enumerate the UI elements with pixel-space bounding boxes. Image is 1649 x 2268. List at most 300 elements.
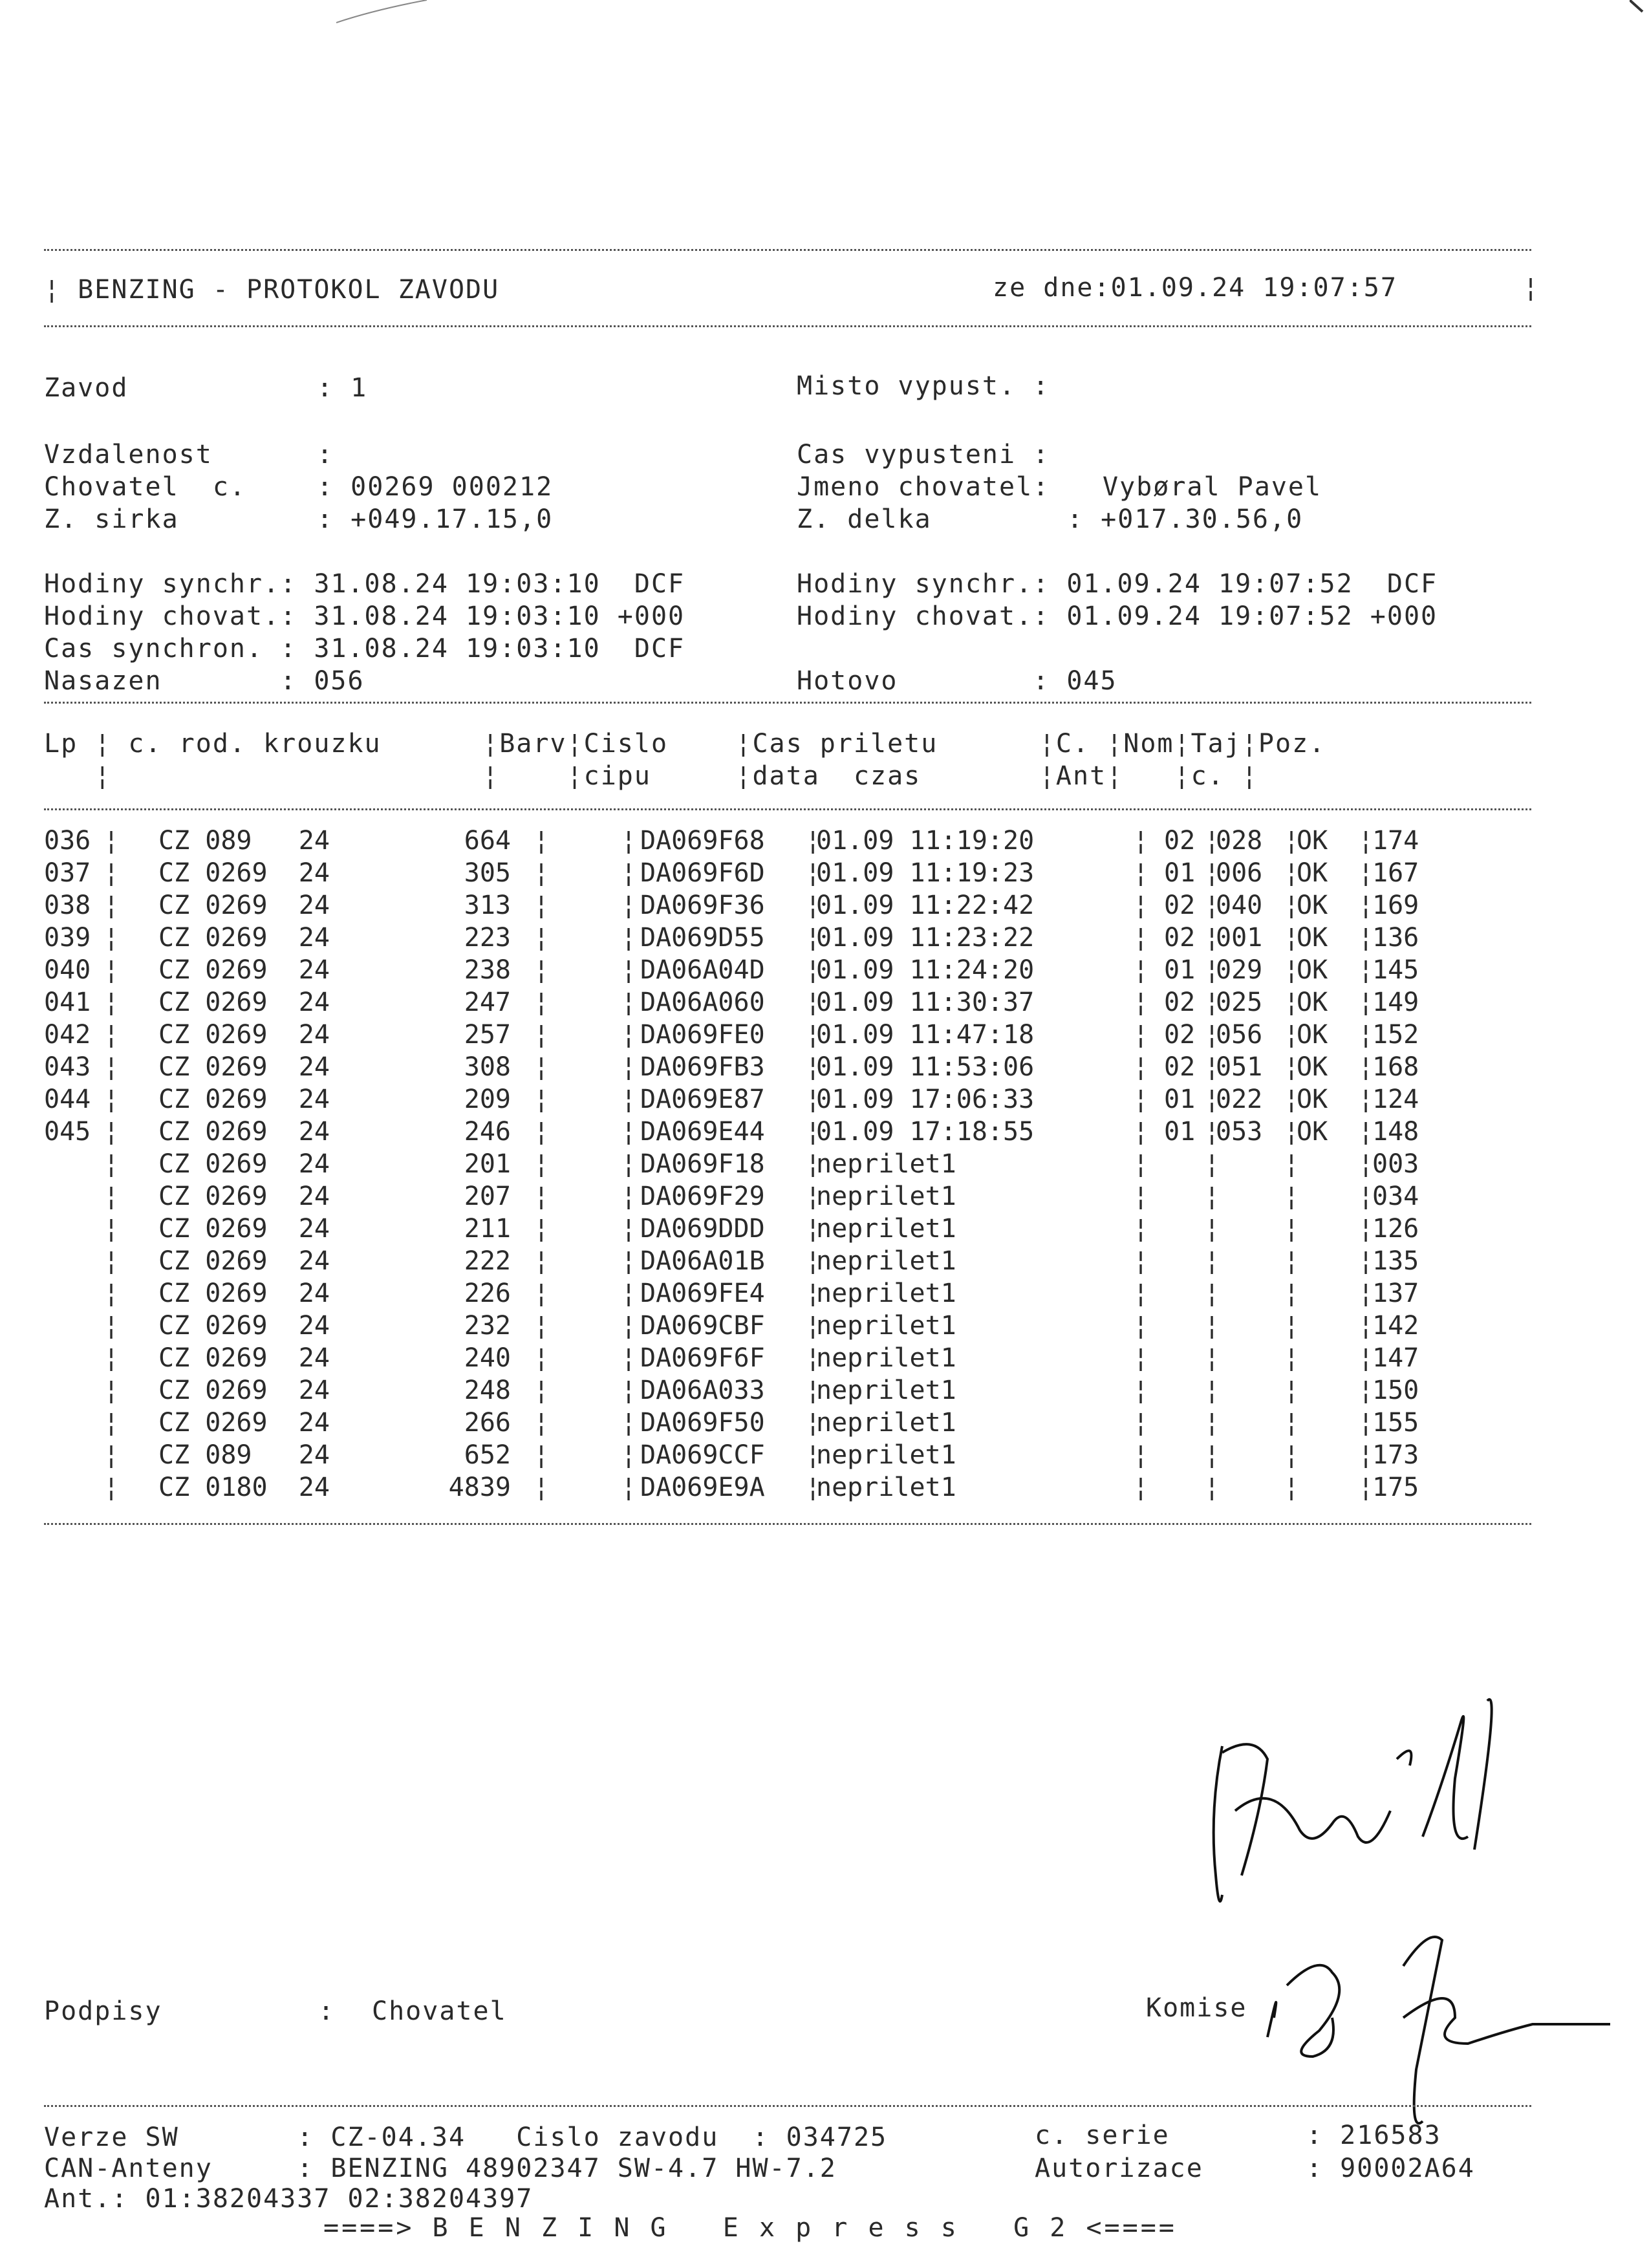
- cell-ring: CZ 0269 24: [158, 1117, 330, 1147]
- signatures-label: Podpisy: [44, 1996, 162, 2026]
- column-divider: ¦: [1204, 1052, 1220, 1082]
- cell-poz: 137: [1372, 1279, 1419, 1308]
- column-divider: ¦: [1358, 826, 1374, 856]
- cell-num: 266: [464, 1408, 511, 1438]
- cell-chip: DA06A01B: [640, 1246, 765, 1276]
- column-divider: ¦: [1358, 923, 1374, 953]
- cell-time: neprilet1: [816, 1279, 956, 1308]
- info-label: Cas vypusteni :: [797, 440, 1050, 470]
- column-divider: ¦: [103, 1117, 120, 1147]
- cell-num: 4839: [448, 1473, 511, 1502]
- cell-lp: 045: [44, 1117, 91, 1147]
- cell-nom: 028: [1216, 826, 1263, 856]
- cell-poz: 145: [1372, 955, 1419, 985]
- column-divider: ¦: [1204, 891, 1220, 920]
- cell-nom: 025: [1216, 988, 1263, 1017]
- column-divider: ¦: [1358, 1246, 1374, 1276]
- column-divider: ¦: [534, 858, 550, 888]
- column-divider: ¦: [1133, 1279, 1149, 1308]
- cell-lp: 036: [44, 826, 91, 856]
- cell-time: neprilet1: [816, 1473, 956, 1502]
- separator: [44, 702, 1531, 704]
- cell-time: 01.09 17:18:55: [816, 1117, 1035, 1147]
- cell-time: neprilet1: [816, 1440, 956, 1470]
- table-row: [0, 1216, 1649, 1248]
- column-divider: ¦: [1204, 1376, 1220, 1405]
- cell-nom: 001: [1216, 923, 1263, 953]
- cell-ant: 02: [1164, 891, 1196, 920]
- column-divider: ¦: [1204, 1085, 1220, 1114]
- footer-line2-right: : 90002A64: [1306, 2154, 1475, 2183]
- cell-taj: OK: [1297, 891, 1328, 920]
- cell-chip: DA069DDD: [640, 1214, 765, 1244]
- column-divider: ¦: [1284, 1052, 1300, 1082]
- column-divider: ¦: [1284, 923, 1300, 953]
- cell-chip: DA069E44: [640, 1117, 765, 1147]
- column-divider: ¦: [103, 826, 120, 856]
- column-divider: ¦: [621, 1343, 637, 1373]
- column-divider: ¦: [805, 1311, 821, 1341]
- column-divider: ¦: [1133, 1246, 1149, 1276]
- column-divider: ¦: [621, 891, 637, 920]
- column-divider: ¦: [805, 1473, 821, 1502]
- cell-ant: 02: [1164, 988, 1196, 1017]
- cell-nom: 053: [1216, 1117, 1263, 1147]
- scan-mark: [336, 0, 466, 26]
- separator: [44, 249, 1531, 251]
- column-divider: ¦: [534, 1085, 550, 1114]
- cell-poz: 149: [1372, 988, 1419, 1017]
- cell-num: 240: [464, 1343, 511, 1373]
- cell-nom: 040: [1216, 891, 1263, 920]
- info-value: :: [317, 440, 334, 470]
- cell-ant: 02: [1164, 923, 1196, 953]
- cell-num: 201: [464, 1149, 511, 1179]
- cell-num: 248: [464, 1376, 511, 1405]
- column-divider: ¦: [534, 891, 550, 920]
- separator: [44, 808, 1531, 810]
- cell-ring: CZ 0269 24: [158, 891, 330, 920]
- column-divider: ¦: [1358, 1149, 1374, 1179]
- sync-line: Hodiny synchr.: 01.09.24 19:07:52 DCF: [797, 569, 1438, 599]
- cell-chip: DA069CBF: [640, 1311, 765, 1341]
- column-divider: ¦: [534, 1311, 550, 1341]
- column-divider: ¦: [1133, 858, 1149, 888]
- footer-line1-left: Verze SW : CZ-04.34 Cislo zavodu : 034725: [44, 2122, 888, 2152]
- table-row: [0, 828, 1649, 860]
- cell-poz: 174: [1372, 826, 1419, 856]
- footer-banner: ====> B E N Z I N G E x p r e s s G 2 <====: [323, 2213, 1177, 2243]
- column-divider: ¦: [1133, 1117, 1149, 1147]
- column-divider: ¦: [1284, 1182, 1300, 1211]
- table-row: [0, 957, 1649, 989]
- column-divider: ¦: [1204, 1279, 1220, 1308]
- column-divider: ¦: [805, 955, 821, 985]
- column-divider: ¦: [534, 1376, 550, 1405]
- cell-nom: 022: [1216, 1085, 1263, 1114]
- cell-poz: 142: [1372, 1311, 1419, 1341]
- column-divider: ¦: [534, 1020, 550, 1050]
- column-divider: ¦: [103, 1473, 120, 1502]
- column-divider: ¦: [805, 988, 821, 1017]
- column-divider: ¦: [103, 1085, 120, 1114]
- cell-chip: DA069CCF: [640, 1440, 765, 1470]
- column-divider: ¦: [103, 1020, 120, 1050]
- cell-ant: 02: [1164, 826, 1196, 856]
- column-divider: ¦: [805, 1182, 821, 1211]
- cell-nom: 029: [1216, 955, 1263, 985]
- column-divider: ¦: [621, 1020, 637, 1050]
- column-divider: ¦: [805, 1052, 821, 1082]
- column-divider: ¦: [103, 1440, 120, 1470]
- cell-taj: OK: [1297, 858, 1328, 888]
- column-divider: ¦: [103, 1214, 120, 1244]
- sync-line: Hotovo : 045: [797, 666, 1117, 696]
- cell-ring: CZ 0269 24: [158, 1246, 330, 1276]
- cell-ring: CZ 0269 24: [158, 1182, 330, 1211]
- column-divider: ¦: [805, 1149, 821, 1179]
- cell-poz: 147: [1372, 1343, 1419, 1373]
- column-divider: ¦: [621, 1473, 637, 1502]
- column-divider: ¦: [1284, 1279, 1300, 1308]
- column-divider: ¦: [534, 1343, 550, 1373]
- column-divider: ¦: [1358, 955, 1374, 985]
- column-divider: ¦: [534, 1182, 550, 1211]
- column-divider: ¦: [1358, 1440, 1374, 1470]
- cell-taj: OK: [1297, 1052, 1328, 1082]
- column-divider: ¦: [1284, 1246, 1300, 1276]
- sync-line: Cas synchron. : 31.08.24 19:03:10 DCF: [44, 634, 685, 664]
- cell-poz: 124: [1372, 1085, 1419, 1114]
- cell-num: 664: [464, 826, 511, 856]
- column-divider: ¦: [534, 1052, 550, 1082]
- column-divider: ¦: [1358, 1214, 1374, 1244]
- column-divider: ¦: [534, 1408, 550, 1438]
- cell-chip: DA069F50: [640, 1408, 765, 1438]
- cell-ring: CZ 0269 24: [158, 955, 330, 985]
- column-divider: ¦: [534, 955, 550, 985]
- column-divider: ¦: [621, 1117, 637, 1147]
- column-divider: ¦: [1204, 858, 1220, 888]
- column-divider: ¦: [1133, 1052, 1149, 1082]
- cell-num: 211: [464, 1214, 511, 1244]
- column-divider: ¦: [1358, 1279, 1374, 1308]
- cell-poz: 135: [1372, 1246, 1419, 1276]
- cell-time: 01.09 11:53:06: [816, 1052, 1035, 1082]
- column-divider: ¦: [534, 1440, 550, 1470]
- cell-ring: CZ 0269 24: [158, 1085, 330, 1114]
- footer-line1-right: : 216583: [1306, 2121, 1441, 2150]
- column-divider: ¦: [1204, 923, 1220, 953]
- column-divider: ¦: [1358, 858, 1374, 888]
- column-divider: ¦: [103, 923, 120, 953]
- cell-poz: 155: [1372, 1408, 1419, 1438]
- cell-poz: 003: [1372, 1149, 1419, 1179]
- sync-line: Hodiny chovat.: 01.09.24 19:07:52 +000: [797, 601, 1438, 631]
- column-divider: ¦: [805, 891, 821, 920]
- info-label: Z. sirka: [44, 504, 179, 534]
- cell-taj: OK: [1297, 988, 1328, 1017]
- cell-chip: DA06A060: [640, 988, 765, 1017]
- cell-num: 207: [464, 1182, 511, 1211]
- cell-poz: 173: [1372, 1440, 1419, 1470]
- cell-num: 313: [464, 891, 511, 920]
- cell-time: neprilet1: [816, 1182, 956, 1211]
- cell-chip: DA069FB3: [640, 1052, 765, 1082]
- column-divider: ¦: [805, 1376, 821, 1405]
- column-divider: ¦: [534, 1473, 550, 1502]
- column-divider: ¦: [1204, 1020, 1220, 1050]
- column-divider: ¦: [1204, 1117, 1220, 1147]
- column-divider: ¦: [1358, 1085, 1374, 1114]
- table-row: [0, 1086, 1649, 1119]
- footer-line2-mid: Autorizace: [1035, 2154, 1203, 2183]
- cell-poz: 168: [1372, 1052, 1419, 1082]
- column-divider: ¦: [1358, 1311, 1374, 1341]
- cell-time: neprilet1: [816, 1376, 956, 1405]
- cell-poz: 150: [1372, 1376, 1419, 1405]
- info-value: : 00269 000212: [317, 472, 554, 502]
- table-row: [0, 925, 1649, 957]
- column-divider: ¦: [103, 891, 120, 920]
- cell-chip: DA069F36: [640, 891, 765, 920]
- cell-lp: 038: [44, 891, 91, 920]
- cell-taj: OK: [1297, 1117, 1328, 1147]
- cell-poz: 034: [1372, 1182, 1419, 1211]
- table-header-line2: ¦ ¦ ¦cipu ¦data czas ¦Ant¦ ¦c. ¦: [44, 761, 1258, 791]
- column-divider: ¦: [103, 1311, 120, 1341]
- cell-ant: 01: [1164, 1085, 1196, 1114]
- column-divider: ¦: [1204, 1343, 1220, 1373]
- cell-time: neprilet1: [816, 1311, 956, 1341]
- handwritten-signature: [1196, 1681, 1533, 1953]
- column-divider: ¦: [1358, 1376, 1374, 1405]
- cell-lp: 040: [44, 955, 91, 985]
- column-divider: ¦: [1284, 858, 1300, 888]
- table-row: [0, 1183, 1649, 1216]
- column-divider: ¦: [1284, 1440, 1300, 1470]
- column-divider: ¦: [1284, 1343, 1300, 1373]
- cell-num: 222: [464, 1246, 511, 1276]
- column-divider: ¦: [103, 1149, 120, 1179]
- cell-chip: DA069F6D: [640, 858, 765, 888]
- cell-ring: CZ 0269 24: [158, 1020, 330, 1050]
- column-divider: ¦: [1133, 1376, 1149, 1405]
- cell-ant: 01: [1164, 858, 1196, 888]
- column-divider: ¦: [1133, 891, 1149, 920]
- cell-ring: CZ 0269 24: [158, 1376, 330, 1405]
- column-divider: ¦: [1358, 988, 1374, 1017]
- cell-poz: 169: [1372, 891, 1419, 920]
- column-divider: ¦: [103, 1052, 120, 1082]
- cell-poz: 175: [1372, 1473, 1419, 1502]
- column-divider: ¦: [805, 858, 821, 888]
- cell-ring: CZ 089 24: [158, 826, 330, 856]
- cell-ring: CZ 089 24: [158, 1440, 330, 1470]
- cell-lp: 044: [44, 1085, 91, 1114]
- column-divider: ¦: [1133, 1311, 1149, 1341]
- column-divider: ¦: [621, 1246, 637, 1276]
- column-divider: ¦: [1358, 1343, 1374, 1373]
- cell-taj: OK: [1297, 826, 1328, 856]
- cell-time: 01.09 11:23:22: [816, 923, 1035, 953]
- cell-taj: OK: [1297, 955, 1328, 985]
- column-divider: ¦: [1358, 1473, 1374, 1502]
- cell-time: neprilet1: [816, 1246, 956, 1276]
- info-label: Misto vypust. :: [797, 371, 1050, 401]
- signature-chovatel-label: Chovatel: [372, 1996, 507, 2026]
- cell-poz: 167: [1372, 858, 1419, 888]
- cell-num: 232: [464, 1311, 511, 1341]
- cell-ring: CZ 0269 24: [158, 923, 330, 953]
- table-row: [0, 1377, 1649, 1410]
- cell-chip: DA069FE4: [640, 1279, 765, 1308]
- column-divider: ¦: [103, 1408, 120, 1438]
- cell-ring: CZ 0269 24: [158, 1214, 330, 1244]
- cell-nom: 056: [1216, 1020, 1263, 1050]
- column-divider: ¦: [1133, 1343, 1149, 1373]
- column-divider: ¦: [1358, 1020, 1374, 1050]
- cell-num: 209: [464, 1085, 511, 1114]
- cell-num: 238: [464, 955, 511, 985]
- column-divider: ¦: [103, 955, 120, 985]
- cell-num: 305: [464, 858, 511, 888]
- column-divider: ¦: [1133, 1085, 1149, 1114]
- table-row: [0, 989, 1649, 1022]
- cell-time: 01.09 11:19:20: [816, 826, 1035, 856]
- table-row: [0, 1410, 1649, 1442]
- column-divider: ¦: [103, 858, 120, 888]
- cell-time: neprilet1: [816, 1214, 956, 1244]
- info-label: Chovatel c.: [44, 472, 246, 502]
- cell-taj: OK: [1297, 923, 1328, 953]
- column-divider: ¦: [103, 1182, 120, 1211]
- column-divider: ¦: [1204, 1473, 1220, 1502]
- cell-ring: CZ 0269 24: [158, 1311, 330, 1341]
- cell-ring: CZ 0180 24: [158, 1473, 330, 1502]
- cell-chip: DA069F6F: [640, 1343, 765, 1373]
- cell-num: 223: [464, 923, 511, 953]
- column-divider: ¦: [1284, 1149, 1300, 1179]
- cell-time: neprilet1: [816, 1408, 956, 1438]
- cell-time: 01.09 11:24:20: [816, 955, 1035, 985]
- cell-nom: 006: [1216, 858, 1263, 888]
- table-row: [0, 860, 1649, 892]
- table-row: [0, 1474, 1649, 1507]
- cell-num: 247: [464, 988, 511, 1017]
- column-divider: ¦: [103, 1279, 120, 1308]
- cell-ant: 01: [1164, 1117, 1196, 1147]
- cell-ant: 02: [1164, 1020, 1196, 1050]
- table-row: [0, 1280, 1649, 1313]
- cell-lp: 037: [44, 858, 91, 888]
- column-divider: ¦: [1284, 891, 1300, 920]
- column-divider: ¦: [1358, 1117, 1374, 1147]
- cell-chip: DA069D55: [640, 923, 765, 953]
- column-divider: ¦: [621, 1279, 637, 1308]
- cell-chip: DA069F29: [640, 1182, 765, 1211]
- footer-line2-left: CAN-Anteny : BENZING 48902347 SW-4.7 HW-7.2: [44, 2154, 837, 2183]
- cell-chip: DA069FE0: [640, 1020, 765, 1050]
- column-divider: ¦: [103, 1246, 120, 1276]
- cell-ring: CZ 0269 24: [158, 1279, 330, 1308]
- cell-lp: 039: [44, 923, 91, 953]
- column-divider: ¦: [805, 826, 821, 856]
- column-divider: ¦: [534, 1214, 550, 1244]
- cell-ring: CZ 0269 24: [158, 1052, 330, 1082]
- cell-time: 01.09 11:47:18: [816, 1020, 1035, 1050]
- column-divider: ¦: [1133, 1214, 1149, 1244]
- column-divider: ¦: [805, 1246, 821, 1276]
- table-row: [0, 1248, 1649, 1280]
- column-divider: ¦: [1204, 955, 1220, 985]
- cell-time: 01.09 11:22:42: [816, 891, 1035, 920]
- cell-taj: OK: [1297, 1085, 1328, 1114]
- info-label: Jmeno chovatel:: [797, 472, 1050, 502]
- cell-num: 257: [464, 1020, 511, 1050]
- sync-line: Hodiny synchr.: 31.08.24 19:03:10 DCF: [44, 569, 685, 599]
- column-divider: ¦: [621, 1376, 637, 1405]
- column-divider: ¦: [1133, 1020, 1149, 1050]
- cell-time: neprilet1: [816, 1149, 956, 1179]
- handwritten-signature-komise: [1261, 1927, 1623, 2150]
- column-divider: ¦: [1204, 1440, 1220, 1470]
- column-divider: ¦: [621, 1085, 637, 1114]
- info-label: Vzdalenost: [44, 440, 213, 470]
- column-divider: ¦: [1133, 988, 1149, 1017]
- column-divider: ¦: [1133, 955, 1149, 985]
- signatures-sep: :: [318, 1996, 334, 2026]
- column-divider: ¦: [1284, 1020, 1300, 1050]
- cell-poz: 126: [1372, 1214, 1419, 1244]
- info-label: Zavod: [44, 373, 129, 403]
- column-divider: ¦: [1133, 1440, 1149, 1470]
- column-divider: ¦: [1204, 1311, 1220, 1341]
- info-value: : +049.17.15,0: [317, 504, 554, 534]
- cell-num: 652: [464, 1440, 511, 1470]
- table-row: [0, 1151, 1649, 1183]
- cell-time: 01.09 11:30:37: [816, 988, 1035, 1017]
- column-divider: ¦: [1133, 923, 1149, 953]
- column-divider: ¦: [1284, 1408, 1300, 1438]
- cell-chip: DA06A04D: [640, 955, 765, 985]
- column-divider: ¦: [621, 858, 637, 888]
- cell-chip: DA069E87: [640, 1085, 765, 1114]
- cell-nom: 051: [1216, 1052, 1263, 1082]
- cell-time: 01.09 17:06:33: [816, 1085, 1035, 1114]
- cell-ring: CZ 0269 24: [158, 988, 330, 1017]
- sync-line: Hodiny chovat.: 31.08.24 19:03:10 +000: [44, 601, 685, 631]
- cell-ant: 02: [1164, 1052, 1196, 1082]
- document-title: ¦ BENZING - PROTOKOL ZAVODU: [44, 275, 500, 305]
- column-divider: ¦: [805, 1408, 821, 1438]
- column-divider: ¦: [1133, 1149, 1149, 1179]
- column-divider: ¦: [103, 1343, 120, 1373]
- column-divider: ¦: [534, 923, 550, 953]
- column-divider: ¦: [621, 1440, 637, 1470]
- table-row: [0, 1345, 1649, 1377]
- cell-time: neprilet1: [816, 1343, 956, 1373]
- cell-lp: 041: [44, 988, 91, 1017]
- column-divider: ¦: [1133, 1408, 1149, 1438]
- column-divider: ¦: [1204, 1214, 1220, 1244]
- info-value: Vybøral Pavel: [1103, 472, 1322, 502]
- cell-lp: 043: [44, 1052, 91, 1082]
- info-label: Z. delka: [797, 504, 932, 534]
- cell-chip: DA069F68: [640, 826, 765, 856]
- column-divider: ¦: [1204, 826, 1220, 856]
- column-divider: ¦: [1358, 891, 1374, 920]
